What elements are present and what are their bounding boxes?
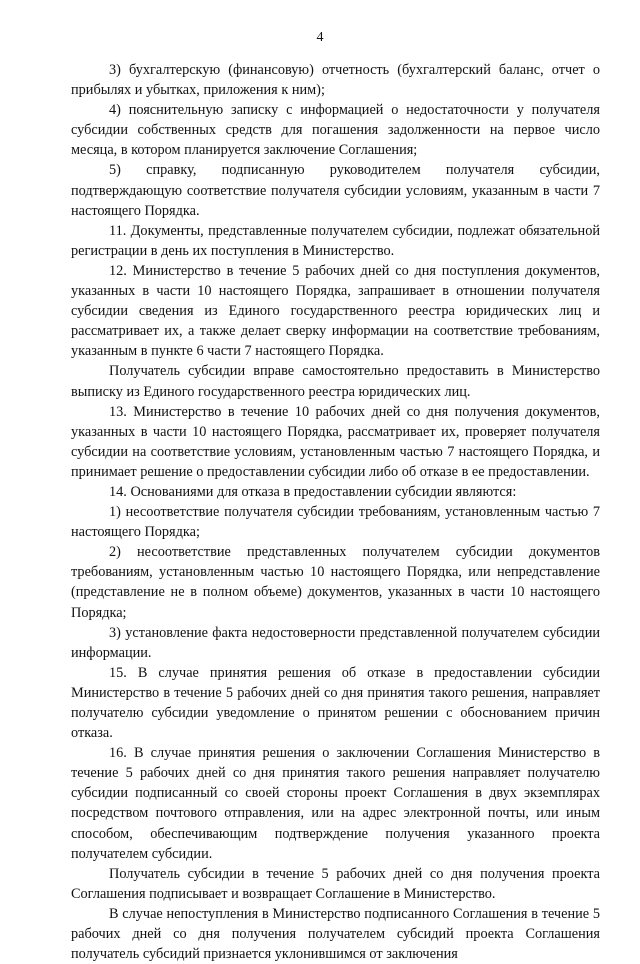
paragraph-refusal-reason-3: 3) установление факта недостоверности представленной получателем субсидии информации.: [71, 624, 600, 661]
document-body: [71, 60, 600, 964]
paragraph-section-14: 14. Основаниями для отказа в предоставлении субсидии являются:: [109, 483, 517, 500]
paragraph-section-12: 12. Министерство в течение 5 рабочих дней со дня поступления документов, указанных в части 10 настоящего Порядка, запрашивает в отношении получателя субсидии сведения из Единого государственного реестра юридических лиц и рассматривает их, а также делает сверку информации на соответствие требованиям, указанным в пункте 6 части 7 настоящего Порядка.: [71, 262, 600, 360]
paragraph-signing-agreement: Получатель субсидии в течение 5 рабочих дней со дня получения проекта Соглашения подписывает и возвращает Соглашение в Министерство.: [71, 865, 600, 902]
paragraph-refusal-reason-1: 1) несоответствие получателя субсидии требованиям, установленным частью 7 настоящего Порядка;: [71, 504, 600, 541]
paragraph-non-receipt: В случае непоступления в Министерство подписанного Соглашения в течение 5 рабочих дней со дня получения получателем субсидий проекта Соглашения получатель субсидий признается уклонившимся от заключения: [71, 905, 600, 963]
paragraph-item-5: 5) справку, подписанную руководителем получателя субсидии, подтверждающую соответствие получателя субсидии условиям, указанным в части 7 настоящего Порядка.: [71, 162, 600, 219]
page-number: 4: [316, 30, 324, 45]
paragraph-refusal-reason-2: 2) несоответствие представленных получателем субсидии документов требованиям, установленным частью 10 настоящего Порядка, или непредставление (представление не в полном объеме) документов, указанных в части 10 настоящего Порядка;: [71, 544, 600, 621]
paragraph-item-3: 3) бухгалтерскую (финансовую) отчетность (бухгалтерский баланс, отчет о прибылях и убытках, приложения к ним);: [71, 62, 600, 99]
paragraph-section-11: 11. Документы, представленные получателем субсидии, подлежат обязательной регистрации в день их поступления в Министерство.: [71, 222, 600, 259]
paragraph-egrul-extract: Получатель субсидии вправе самостоятельно предоставить в Министерство выписку из Единого государственного реестра юридических лиц.: [71, 363, 600, 400]
paragraph-section-16: 16. В случае принятия решения о заключении Соглашения Министерство в течение 5 рабочих дней со дня принятия такого решения направляет получателю субсидии подписанный со своей стороны проект Соглашения в двух экземплярах посредством почтового отправления, или на адрес электронной почты, или иным способом, обеспечивающим подтверждение получения указанного проекта получателем субсидии.: [71, 745, 600, 862]
paragraph-section-13: 13. Министерство в течение 10 рабочих дней со дня получения документов, указанных в части 10 настоящего Порядка, рассматривает их, проверяет получателя субсидии на соответствие условиям, установленным частью 7 настоящего Порядка, и принимает решение о предоставлении субсидии либо об отказе в ее предоставлении.: [71, 403, 600, 480]
paragraph-item-4: 4) пояснительную записку с информацией о недостаточности у получателя субсидии собственных средств для погашения задолженности на первое число месяца, в котором планируется заключение Соглашения;: [71, 102, 600, 159]
paragraph-section-15: 15. В случае принятия решения об отказе в предоставлении субсидии Министерство в течение 5 рабочих дней со дня принятия такого решения, направляет получателю субсидии уведомление о принятом решении с обоснованием причин отказа.: [71, 664, 600, 742]
